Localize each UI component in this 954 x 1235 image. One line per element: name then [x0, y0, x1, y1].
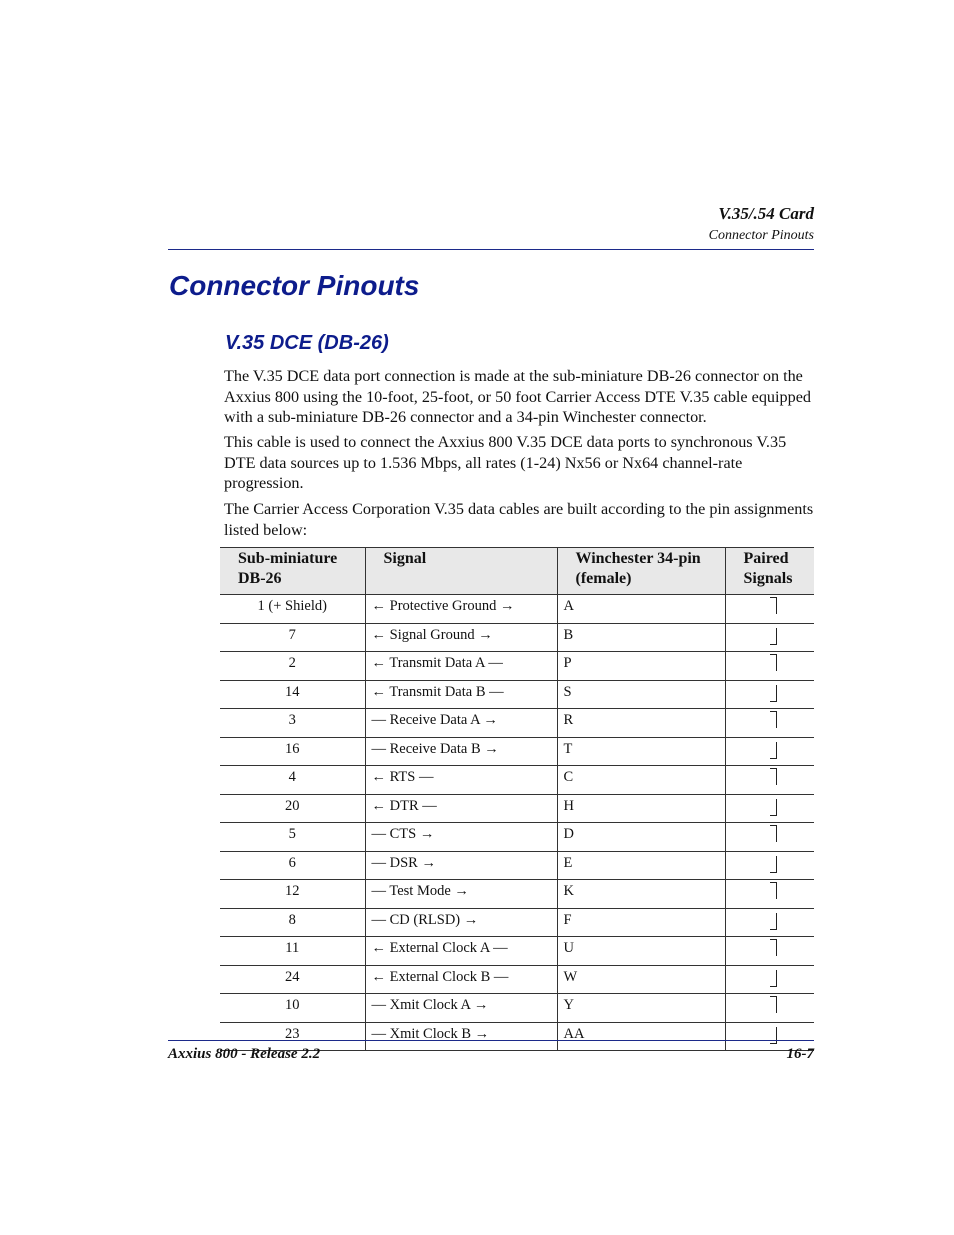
col-header-paired: [725, 548, 814, 595]
db26-pin-cell: 11: [220, 937, 365, 966]
paragraph-usage: This cable is used to connect the Axxius 800 V.35 DCE data ports to synchronous V.35 DTE data sources up to 1.536 Mbps, all rates (1-24) Nx56 or Nx64 channel-rate progression.: [224, 433, 787, 493]
pair-bracket-top-icon: [770, 939, 777, 956]
winchester-pin-cell: T: [557, 737, 725, 766]
signal-cell: — CD (RLSD) →: [365, 908, 557, 937]
paired-signal-cell: [725, 595, 814, 624]
paired-signal-cell: [725, 737, 814, 766]
header-rule: [168, 249, 814, 250]
db26-pin-cell: 20: [220, 794, 365, 823]
table-row: [220, 908, 814, 937]
pair-bracket-bottom-icon: [770, 628, 777, 645]
pair-bracket-top-icon: [770, 825, 777, 842]
db26-pin-cell: 14: [220, 680, 365, 709]
paragraph-connection: The V.35 DCE data port connection is made at the sub-miniature DB-26 connector on the Axxius 800 using the 10-foot, 25-foot, or 50 foot Carrier Access DTE V.35 cable equipped with a sub-miniature DB-26 connector and a 34-pin Winchester connector.: [224, 367, 811, 427]
section-title: Connector Pinouts: [169, 270, 420, 301]
pair-bracket-top-icon: [770, 882, 777, 899]
signal-cell: — Xmit Clock B →: [365, 1022, 557, 1051]
running-header-subtitle: Connector Pinouts: [708, 228, 814, 243]
table-row: [220, 595, 814, 624]
col-header-signal: [365, 548, 557, 595]
pinout-table-body: [220, 595, 814, 1051]
winchester-pin-cell: S: [557, 680, 725, 709]
winchester-pin-cell: B: [557, 623, 725, 652]
winchester-pin-cell: R: [557, 709, 725, 738]
winchester-pin-cell: F: [557, 908, 725, 937]
paired-signal-cell: [725, 652, 814, 681]
col-header-paired-line1: Paired: [743, 550, 789, 567]
db26-pin-cell: 10: [220, 994, 365, 1023]
table-row: [220, 823, 814, 852]
db26-pin-cell: 24: [220, 965, 365, 994]
winchester-pin-cell: Y: [557, 994, 725, 1023]
paired-signal-cell: [725, 680, 814, 709]
paired-signal-cell: [725, 851, 814, 880]
signal-cell: ← External Clock A —: [365, 937, 557, 966]
signal-cell: ← Transmit Data B —: [365, 680, 557, 709]
winchester-pin-cell: W: [557, 965, 725, 994]
winchester-pin-cell: H: [557, 794, 725, 823]
paired-signal-cell: [725, 709, 814, 738]
table-row: [220, 994, 814, 1023]
pair-bracket-top-icon: [770, 654, 777, 671]
db26-pin-cell: 6: [220, 851, 365, 880]
winchester-pin-cell: A: [557, 595, 725, 624]
db26-pin-cell: 12: [220, 880, 365, 909]
paired-signal-cell: [725, 994, 814, 1023]
db26-pin-cell: 8: [220, 908, 365, 937]
pair-bracket-bottom-icon: [770, 685, 777, 702]
paired-signal-cell: [725, 908, 814, 937]
table-row: [220, 937, 814, 966]
table-row: [220, 709, 814, 738]
pinout-table: [220, 547, 814, 1051]
winchester-pin-cell: P: [557, 652, 725, 681]
footer-page-number: 16-7: [786, 1046, 814, 1062]
winchester-pin-cell: D: [557, 823, 725, 852]
signal-cell: — Receive Data A →: [365, 709, 557, 738]
signal-cell: ← DTR —: [365, 794, 557, 823]
paired-signal-cell: [725, 823, 814, 852]
db26-pin-cell: 5: [220, 823, 365, 852]
col-header-db26-line2: DB-26: [238, 570, 282, 587]
signal-cell: ← External Clock B —: [365, 965, 557, 994]
signal-cell: — Xmit Clock A →: [365, 994, 557, 1023]
subsection-title: V.35 DCE (DB-26): [225, 332, 389, 354]
table-header-row: [220, 548, 814, 595]
signal-cell: — CTS →: [365, 823, 557, 852]
pair-bracket-bottom-icon: [770, 742, 777, 759]
signal-cell: — Test Mode →: [365, 880, 557, 909]
db26-pin-cell: 23: [220, 1022, 365, 1051]
paired-signal-cell: [725, 937, 814, 966]
col-header-winchester-line1: Winchester 34-pin: [575, 550, 701, 567]
col-header-db26: [220, 548, 365, 595]
running-header-title: V.35/.54 Card: [718, 204, 814, 223]
pair-bracket-bottom-icon: [770, 970, 777, 987]
signal-cell: — DSR →: [365, 851, 557, 880]
pair-bracket-top-icon: [770, 597, 777, 614]
pair-bracket-bottom-icon: [770, 913, 777, 930]
table-row: [220, 965, 814, 994]
winchester-pin-cell: U: [557, 937, 725, 966]
col-header-winchester: [557, 548, 725, 595]
pair-bracket-bottom-icon: [770, 856, 777, 873]
table-row: [220, 880, 814, 909]
signal-cell: ← Protective Ground →: [365, 595, 557, 624]
pair-bracket-top-icon: [770, 768, 777, 785]
db26-pin-cell: 3: [220, 709, 365, 738]
winchester-pin-cell: E: [557, 851, 725, 880]
db26-pin-cell: 1 (+ Shield): [220, 595, 365, 624]
col-header-paired-line2: Signals: [743, 570, 793, 587]
table-row: [220, 794, 814, 823]
footer-rule: [168, 1040, 814, 1041]
paired-signal-cell: [725, 965, 814, 994]
pair-bracket-top-icon: [770, 711, 777, 728]
paired-signal-cell: [725, 766, 814, 795]
paired-signal-cell: [725, 794, 814, 823]
paragraph-pin-intro: The Carrier Access Corporation V.35 data cables are built according to the pin assignments listed below:: [224, 500, 814, 539]
signal-cell: ← Signal Ground →: [365, 623, 557, 652]
pair-bracket-top-icon: [770, 996, 777, 1013]
col-header-db26-line1: Sub-miniature: [238, 550, 338, 567]
paired-signal-cell: [725, 623, 814, 652]
col-header-signal-label: Signal: [383, 550, 427, 567]
signal-cell: ← Transmit Data A —: [365, 652, 557, 681]
paired-signal-cell: [725, 880, 814, 909]
table-row: [220, 737, 814, 766]
winchester-pin-cell: K: [557, 880, 725, 909]
signal-cell: ← RTS —: [365, 766, 557, 795]
signal-cell: — Receive Data B →: [365, 737, 557, 766]
table-row: [220, 652, 814, 681]
db26-pin-cell: 2: [220, 652, 365, 681]
pair-bracket-bottom-icon: [770, 799, 777, 816]
table-row: [220, 851, 814, 880]
winchester-pin-cell: AA: [557, 1022, 725, 1051]
table-row: [220, 623, 814, 652]
table-row: [220, 766, 814, 795]
winchester-pin-cell: C: [557, 766, 725, 795]
db26-pin-cell: 7: [220, 623, 365, 652]
col-header-winchester-line2: (female): [575, 570, 632, 587]
footer-release: Axxius 800 - Release 2.2: [168, 1046, 321, 1062]
table-row: [220, 680, 814, 709]
db26-pin-cell: 4: [220, 766, 365, 795]
db26-pin-cell: 16: [220, 737, 365, 766]
